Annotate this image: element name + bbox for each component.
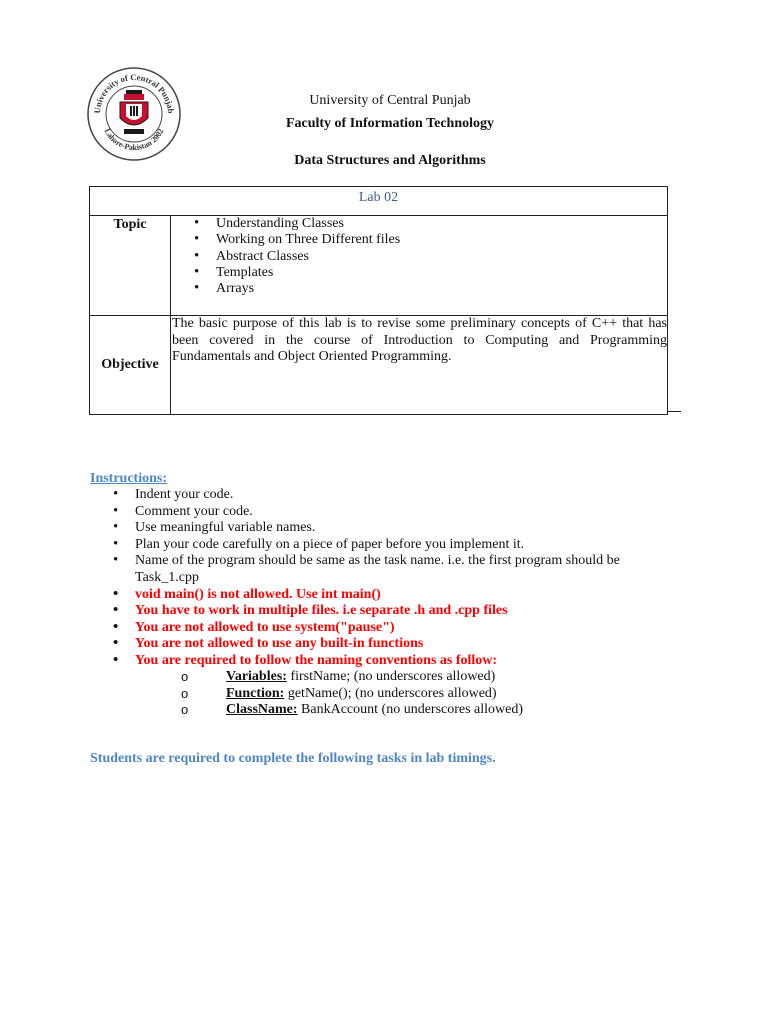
topic-item: • Abstract Classes	[216, 249, 667, 265]
svg-text:University of Central Punjab: University of Central Punjab	[91, 71, 177, 114]
convention-item	[226, 702, 523, 719]
objective-label: Objective	[90, 316, 171, 415]
instruction-item: • Use meaningful variable names.	[135, 520, 635, 537]
lab-info-table	[89, 186, 668, 415]
table-border-extension	[667, 411, 681, 412]
instructions-heading: Instructions:	[90, 471, 168, 486]
convention-text: getName(); (no underscores allowed)	[284, 685, 497, 701]
convention-item	[226, 669, 523, 686]
rule-item: • void main() is not allowed. Use int main()	[135, 587, 635, 604]
naming-conventions-list	[226, 669, 523, 719]
university-seal-logo	[86, 66, 182, 162]
rule-item: • You have to work in multiple files. i.e separate .h and .cpp files	[135, 603, 635, 620]
instruction-item: • Plan your code carefully on a piece of paper before you implement it.	[135, 537, 635, 554]
topic-item: • Understanding Classes	[216, 216, 667, 232]
instruction-item: • Indent your code.	[135, 487, 635, 504]
rule-item: • You are required to follow the naming conventions as follow:	[135, 653, 635, 670]
convention-text: firstName; (no underscores allowed)	[286, 669, 496, 684]
lab-number: Lab 02	[90, 187, 668, 216]
topic-item: • Working on Three Different files	[216, 232, 667, 248]
rule-item: • You are not allowed to use any built-in functions	[135, 636, 635, 653]
university-name: University of Central Punjab	[309, 93, 471, 108]
tasks-note: Students are required to complete the following tasks in lab timings.	[90, 751, 496, 766]
objective-cell	[171, 316, 668, 415]
topic-item: • Templates	[216, 265, 667, 281]
instructions-list	[135, 487, 635, 670]
objective-text: The basic purpose of this lab is to revise some preliminary concepts of C++ that has been covered in the course of Introduction to Computing and Programming Fundamentals and Object Oriented Programming.	[172, 316, 667, 364]
rule-item: • You are not allowed to use system("pause")	[135, 620, 635, 637]
convention-label: Variables:	[226, 669, 287, 684]
topic-label: Topic	[90, 216, 171, 316]
convention-label: Function:	[226, 685, 285, 701]
convention-text: BankAccount (no underscores allowed)	[297, 702, 524, 718]
topic-cell	[171, 216, 668, 316]
topic-list	[171, 216, 667, 297]
svg-text:Lahore-Pakistan 2002: Lahore-Pakistan 2002	[102, 127, 166, 153]
course-title: Data Structures and Algorithms	[294, 153, 486, 168]
instruction-item: • Comment your code.	[135, 504, 635, 521]
topic-item: • Arrays	[216, 281, 667, 297]
faculty-name: Faculty of Information Technology	[285, 116, 495, 131]
instruction-item: • Name of the program should be same as the task name. i.e. the first program should be Task_1.cpp	[135, 553, 635, 586]
convention-label: ClassName:	[226, 702, 298, 718]
convention-item	[226, 686, 523, 703]
